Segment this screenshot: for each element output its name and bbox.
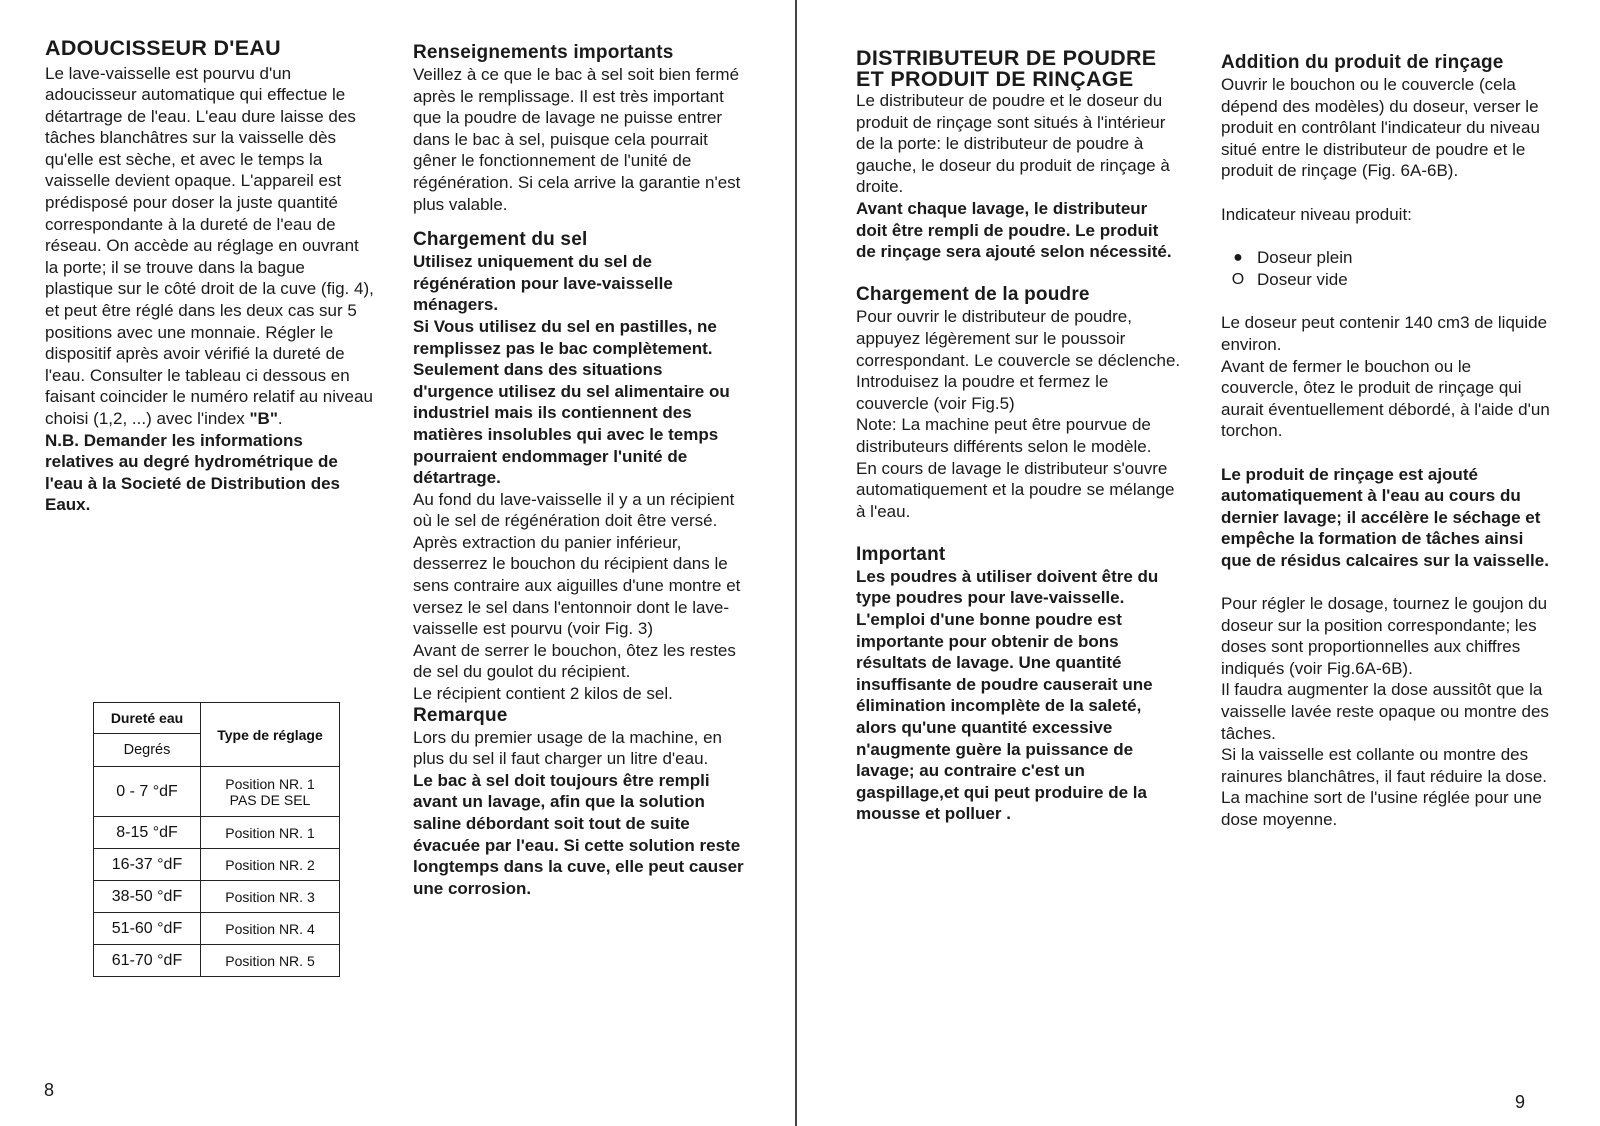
table-row: 51-60 °dF Position NR. 4 [94, 913, 340, 945]
note-nb: N.B. Demander les informations relatives au degré hydrométrique de l'eau à la Societé de Distribution des Eaux. [45, 430, 341, 515]
paragraph-cours-lavage: En cours de lavage le distributeur s'ouvre automatiquement et la poudre se mélange à l'eau. [856, 458, 1175, 521]
heading-addition-rincage: Addition du produit de rinçage [1221, 52, 1504, 73]
indicator-legend [1221, 247, 1551, 291]
page-right [797, 0, 1600, 1126]
table-header-durete: Dureté eau [94, 703, 201, 734]
paragraph-fermer-bouchon: Avant de fermer le bouchon ou le couvercle, ôtez le produit de rinçage qui aurait éventuellement débordé, à l'aide d'un torchon. [1221, 356, 1550, 441]
heading-chargement-poudre: Chargement de la poudre [856, 284, 1090, 306]
column-distributor [856, 48, 1182, 825]
paragraph-renseignements: Veillez à ce que le bac à sel soit bien fermé après le remplissage. Il est très important que la poudre de lavage ne puisse entrer dans le bac à sel, puisque cela pourrait gêner le fonctionnement de l'unité de régénération. Si cela arrive la garantie n'est plus valable. [413, 65, 741, 214]
heading-chargement-sel: Chargement du sel [413, 229, 588, 251]
column-water-softener [45, 38, 375, 516]
page-left [0, 0, 795, 1126]
bold-avant-lavage: Avant chaque lavage, le distributeur doit être rempli de poudre. Le produit de rinçage sera ajouté selon nécessité. [856, 198, 1172, 262]
paragraph-dose-moyenne: La machine sort de l'usine réglée pour une dose moyenne. [1221, 788, 1542, 829]
paragraph-recipient: Au fond du lave-vaisselle il y a un récipient où le sel de régénération doit être versé. [413, 489, 735, 531]
table-header-degres: Degrés [94, 734, 201, 767]
paragraph-reduire-dose: Si la vaisselle est collante ou montre des rainures blanchâtres, il faut réduire la dose. [1221, 745, 1548, 786]
paragraph-ouvrir-distributeur: Pour ouvrir le distributeur de poudre, appuyez légèrement sur le poussoir correspondant. Le couvercle se déclenche. Introduisez la poudre et fermez le couvercle (voir Fig.5) [856, 307, 1181, 413]
column-rinse-aid [1221, 52, 1551, 831]
table-header-type: Type de réglage [201, 703, 340, 767]
paragraph-extraction: Après extraction du panier inférieur, desserrez le bouchon du récipient dans le sens contraire aux aiguilles d'une montre et versez le sel dans l'entonnoir dont le lave-vaisselle est pourvu (voir Fig. 3) [413, 532, 741, 639]
table-row: 16-37 °dF Position NR. 2 [94, 849, 340, 881]
bold-bac-sel: Le bac à sel doit toujours être rempli avant un lavage, afin que la solution saline débordant soit tout de suite évacuée par l'eau. Si cette solution reste longtemps dans la cuve, elle peut causer une corrosion. [413, 770, 744, 898]
bold-poudres: Les poudres à utiliser doivent être du type poudres pour lave-vaisselle. L'emploi d'une bonne poudre est importante pour obtenir de bons résultats de lavage. Une quantité insuffisante de poudre causerait une élimination incomplète de la saleté, alors qu'une quantité excessive n'augmente guère la puissance de lavage; au contraire c'est un gaspillage,et qui peut produire de la mousse et polluer . [856, 566, 1159, 824]
paragraph-note: Note: La machine peut être pourvue de distributeurs différents selon le modèle. [856, 415, 1152, 456]
heading-important: Important [856, 543, 946, 565]
heading-distributeur: DISTRIBUTEUR DE POUDRE ET PRODUIT DE RINÇAGE [856, 46, 1157, 91]
column-salt [413, 42, 747, 899]
paragraph-distributeur: Le distributeur de poudre et le doseur du produit de rinçage sont situés à l'intérieur de la porte: le distributeur de poudre à gauche, le doseur du produit de rinçage à droite. [856, 91, 1170, 197]
filled-circle-icon: ● [1233, 248, 1243, 266]
empty-circle-icon: O [1231, 270, 1245, 288]
table-row: 0 - 7 °dF Position NR. 1 PAS DE SEL [94, 767, 340, 817]
page-number-right: 9 [1515, 1092, 1526, 1112]
list-item: O Doseur vide [1221, 269, 1551, 291]
hardness-table [93, 702, 340, 977]
paragraph-bouchon: Avant de serrer le bouchon, ôtez les restes de sel du goulot du récipient. [413, 640, 736, 682]
page-number-left: 8 [44, 1080, 55, 1100]
table-row: 61-70 °dF Position NR. 5 [94, 945, 340, 977]
paragraph-adoucisseur: Le lave-vaisselle est pourvu d'un adoucisseur automatique qui effectue le détartrage de l'eau. L'eau dure laisse des tâches blanchâtres sur la vaisselle dès qu'elle est sèche, et avec le temps la vaisselle devient opaque. L'appareil est prédisposé pour doser la juste quantité correspondante à la dureté de l'eau de réseau. On accède au réglage en ouvrant la porte; il se trouve dans la bague plastique sur le côté droit de la cuve (fig. 4), et peut être réglé dans les deux cas sur 5 positions avec une monnaie. Régler le dispositif après avoir vérifié la dureté de l'eau. Consulter le tableau ci dessous en faisant coincider le numéro relatif au niveau choisi (1,2, ...) avec l'index "B". [45, 63, 374, 428]
paragraph-kilos: Le récipient contient 2 kilos de sel. [413, 684, 673, 704]
table-row: 8-15 °dF Position NR. 1 [94, 817, 340, 849]
bold-sel-pastilles: Si Vous utilisez du sel en pastilles, ne remplissez pas le bac complètement. [413, 316, 717, 358]
paragraph-augmenter-dose: Il faudra augmenter la dose aussitôt que la vaisselle lavée reste opaque ou montre des tâches. [1221, 680, 1549, 743]
paragraph-remarque: Lors du premier usage de la machine, en plus du sel il faut charger un litre d'eau. [413, 727, 723, 769]
heading-renseignements: Renseignements importants [413, 42, 674, 63]
bold-sel-urgence: Seulement dans des situations d'urgence utilisez du sel alimentaire ou industriel mais ils contiennent des matières insolubles qui avec le temps pourraient endommager l'unité de détartrage. [413, 360, 730, 488]
paragraph-indicateur: Indicateur niveau produit: [1221, 204, 1412, 224]
heading-remarque: Remarque [413, 704, 508, 726]
bold-sel-regeneration: Utilisez uniquement du sel de régénération pour lave-vaisselle ménagers. [413, 252, 673, 315]
table-row: 38-50 °dF Position NR. 3 [94, 881, 340, 913]
paragraph-contenance: Le doseur peut contenir 140 cm3 de liquide environ. [1221, 313, 1548, 354]
list-item: ● Doseur plein [1221, 247, 1551, 269]
heading-adoucisseur: ADOUCISSEUR D'EAU [45, 36, 281, 60]
paragraph-ouvrir-bouchon: Ouvrir le bouchon ou le couvercle (cela dépend des modèles) du doseur, verser le produit en contrôlant l'indicateur du niveau situé entre le distributeur de poudre et le produit de rinçage (Fig. 6A-6B). [1221, 75, 1540, 181]
bold-produit-rincage: Le produit de rinçage est ajouté automatiquement à l'eau au cours du dernier lavage; il accélère le séchage et empêche la formation de tâches ainsi que de résidus calcaires sur la vaisselle. [1221, 464, 1549, 570]
paragraph-regler-dosage: Pour régler le dosage, tournez le goujon du doseur sur la position correspondante; les doses sont proportionnelles aux chiffres indiqués (voir Fig.6A-6B). [1221, 594, 1548, 678]
